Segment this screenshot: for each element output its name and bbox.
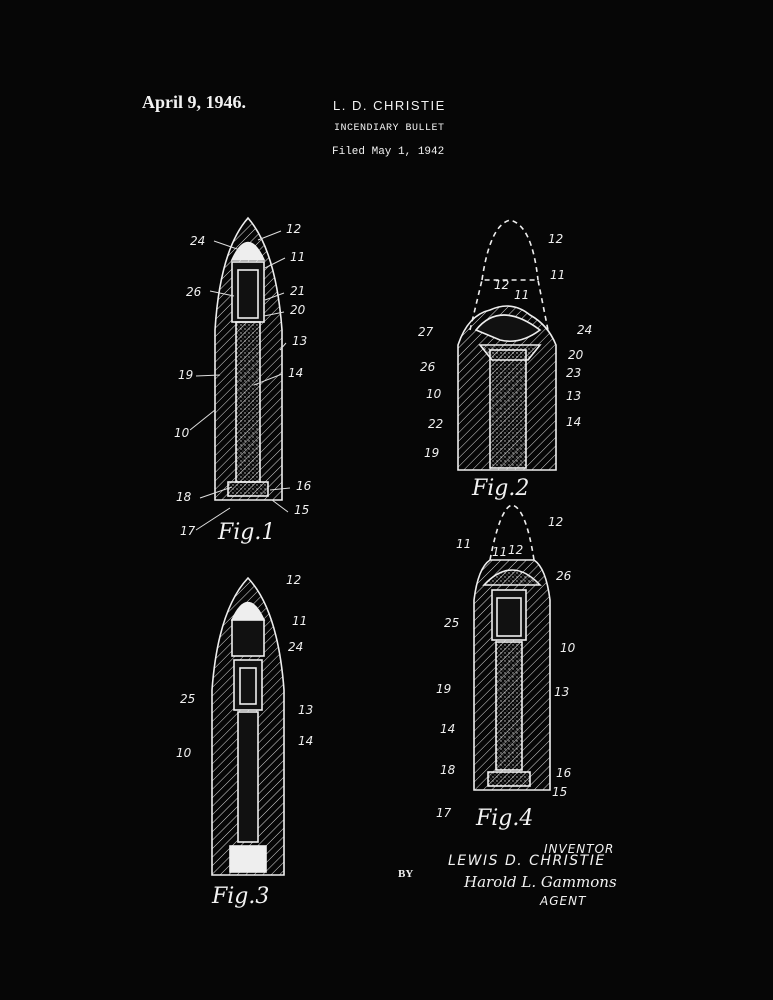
fig4-ref-19: 19	[436, 682, 452, 696]
fig4-ref-11-inner: 11	[492, 545, 508, 559]
fig1-label: Fig.1	[218, 520, 276, 545]
fig1-ref-10: 10	[174, 426, 190, 440]
fig4-ref-14: 14	[440, 722, 456, 736]
fig1-ref-19: 19	[178, 368, 194, 382]
by-label: BY	[398, 868, 414, 880]
agent-signature: Harold L. Gammons	[464, 873, 617, 891]
fig2-ref-24: 24	[577, 323, 593, 337]
fig1-ref-17: 17	[180, 524, 196, 538]
fig2-ref-10: 10	[426, 387, 442, 401]
fig1-ref-13: 13	[292, 334, 308, 348]
fig1-ref-26: 26	[186, 285, 202, 299]
fig4-ref-11-outer: 11	[456, 537, 472, 551]
fig2-ref-19: 19	[424, 446, 440, 460]
fig1-ref-14: 14	[288, 366, 304, 380]
fig1-ref-20: 20	[290, 303, 306, 317]
fig3-ref-12: 12	[286, 573, 302, 587]
fig1-ref-11: 11	[290, 250, 306, 264]
figure-3-drawing	[212, 578, 284, 875]
fig4-ref-26: 26	[556, 569, 572, 583]
fig1-ref-16: 16	[296, 479, 312, 493]
fig3-ref-10: 10	[176, 746, 192, 760]
fig4-ref-10: 10	[560, 641, 576, 655]
fig2-ref-11-inner: 11	[514, 288, 530, 302]
fig3-ref-25: 25	[180, 692, 196, 706]
fig1-ref-18: 18	[176, 490, 192, 504]
fig3-label: Fig.3	[212, 884, 270, 909]
fig2-ref-11-outer: 11	[550, 268, 566, 282]
fig2-ref-14: 14	[566, 415, 582, 429]
fig3-ref-24: 24	[288, 640, 304, 654]
fig4-ref-13: 13	[554, 685, 570, 699]
fig4-ref-17: 17	[436, 806, 452, 820]
fig2-ref-13: 13	[566, 389, 582, 403]
fig3-ref-13: 13	[298, 703, 314, 717]
inventor-full-name: LEWIS D. CHRISTIE	[448, 853, 606, 869]
patent-date: April 9, 1946.	[142, 92, 247, 112]
fig2-ref-27: 27	[418, 325, 434, 339]
fig2-ref-12-inner: 12	[494, 278, 510, 292]
fig2-ref-20: 20	[568, 348, 584, 362]
fig2-ref-12-outer: 12	[548, 232, 564, 246]
fig1-ref-24: 24	[190, 234, 206, 248]
inventor-label: INVENTOR	[544, 842, 615, 856]
fig4-ref-15: 15	[552, 785, 568, 799]
fig1-ref-15: 15	[294, 503, 310, 517]
fig2-label: Fig.2	[472, 476, 530, 501]
fig1-ref-12: 12	[286, 222, 302, 236]
fig3-ref-11: 11	[292, 614, 308, 628]
fig4-ref-16: 16	[556, 766, 572, 780]
fig2-ref-26: 26	[420, 360, 436, 374]
fig2-ref-22: 22	[428, 417, 444, 431]
fig3-ref-14: 14	[298, 734, 314, 748]
inventor-name-header: L. D. CHRISTIE	[333, 98, 446, 113]
filed-date: Filed May 1, 1942	[332, 146, 445, 158]
fig2-ref-23: 23	[566, 366, 582, 380]
fig4-ref-12-outer: 12	[548, 515, 564, 529]
fig4-label: Fig.4	[476, 806, 534, 831]
figure-2-drawing	[458, 220, 556, 470]
fig4-ref-25: 25	[444, 616, 460, 630]
fig1-ref-21: 21	[290, 284, 306, 298]
figure-1-drawing	[215, 218, 282, 500]
fig4-ref-12-inner: 12	[508, 543, 524, 557]
fig4-ref-18: 18	[440, 763, 456, 777]
patent-title: INCENDIARY BULLET	[334, 123, 445, 134]
agent-label: AGENT	[540, 894, 587, 908]
